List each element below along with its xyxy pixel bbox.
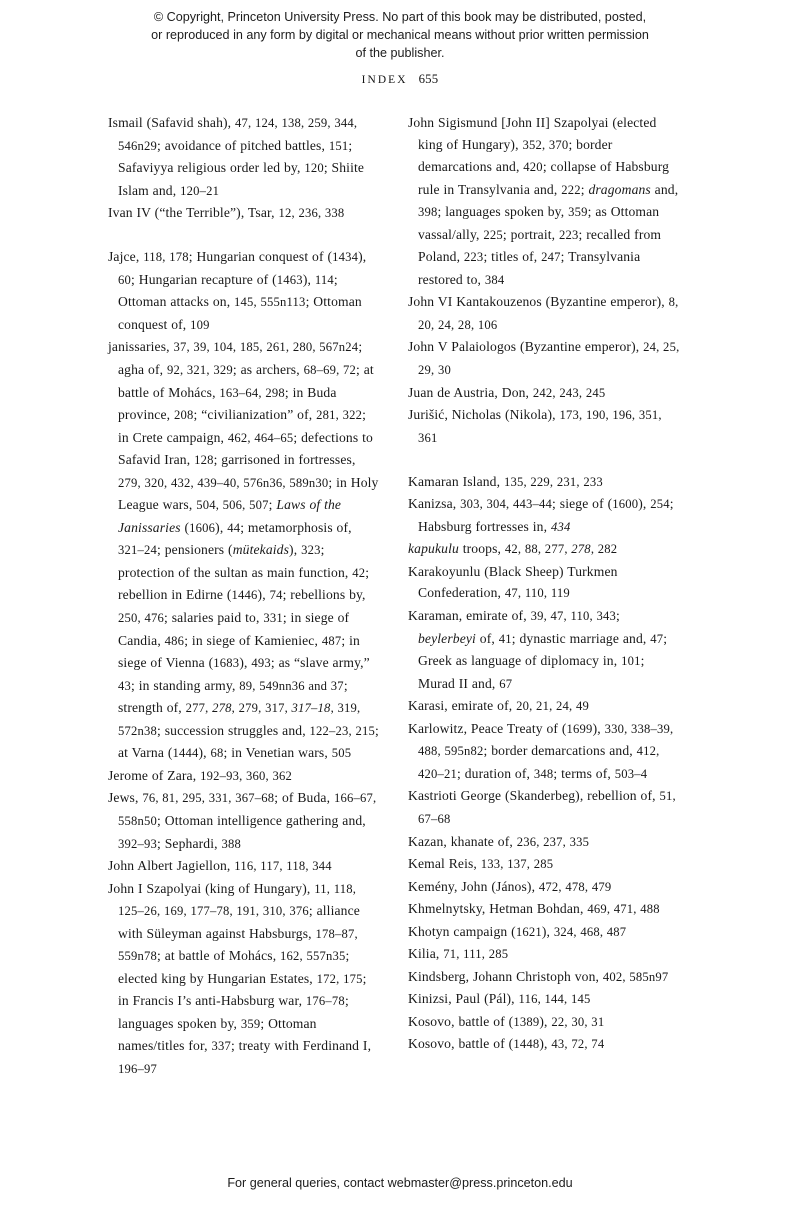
index-entry: Kilia, 71, 111, 285 <box>408 946 509 962</box>
index-entry: Kemal Reis, 133, 137, 285 <box>408 856 554 872</box>
letter-group-gap <box>108 225 380 247</box>
copyright-notice: © Copyright, Princeton University Press. No part of this book may be distributed, posted, or reproduced in any form by digital or mechanical means without prior written permission of the publisher. <box>151 10 649 61</box>
index-entry: Jajce, 118, 178; Hungarian conquest of (1434), 60; Hungarian recapture of (1463), 114; Ottoman attacks on, 145, 555n113; Ottoman conquest of, 109 <box>108 249 367 332</box>
index-entry: Karakoyunlu (Black Sheep) Turkmen Confederation, 47, 110, 119 <box>408 563 618 601</box>
index-entry: Kanizsa, 303, 304, 443–44; siege of (1600), 254; Habsburg fortresses in, 434 <box>408 496 674 534</box>
index-entry: Ismail (Safavid shah), 47, 124, 138, 259, 344, 546n29; avoidance of pitched battles, 151; Safaviyya religious order led by, 120; Shiite Islam and, 120–21 <box>108 115 365 198</box>
index-entry: Juan de Austria, Don, 242, 243, 245 <box>408 384 606 400</box>
index-entry: kapukulu troops, 42, 88, 277, 278, 282 <box>408 541 618 557</box>
index-entry: John VI Kantakouzenos (Byzantine emperor), 8, 20, 24, 28, 106 <box>408 294 679 332</box>
index-entry: Kazan, khanate of, 236, 237, 335 <box>408 833 590 849</box>
index-entry: Kastrioti George (Skanderbeg), rebellion of, 51, 67–68 <box>408 788 676 826</box>
running-head <box>0 72 800 87</box>
index-entry: janissaries, 37, 39, 104, 185, 261, 280, 567n24; agha of, 92, 321, 329; as archers, 68–69, 72; at battle of Mohács, 163–64, 298; in Buda province, 208; “civilianization” of, 281, 322; in Crete campaign, 462, 464–65; defections to Safavid Iran, 128; garrisoned in fortresses, 279, 320, 432, 439–40, 576n36, 589n30; in Holy League wars, 504, 506, 507; Laws of the Janissaries (1606), 44; metamorphosis of, 321–24; pensioners (mütekaids), 323; protection of the sultan as main function, 42; rebellion in Edirne (1446), 74; rebellions by, 250, 476; salaries paid to, 331; in siege of Candia, 486; in siege of Kamieniec, 487; in siege of Vienna (1683), 493; as “slave army,” 43; in standing army, 89, 549nn36 and 37; strength of, 277, 278, 279, 317, 317–18, 319, 572n38; succession struggles and, 122–23, 215; at Varna (1444), 68; in Venetian wars, 505 <box>108 339 379 761</box>
index-entry: Kindsberg, Johann Christoph von, 402, 585n97 <box>408 968 669 984</box>
index-entry: Kemény, John (János), 472, 478, 479 <box>408 878 612 894</box>
index-body <box>0 112 800 1112</box>
index-entry: Khotyn campaign (1621), 324, 468, 487 <box>408 923 627 939</box>
index-entry: John Albert Jagiellon, 116, 117, 118, 344 <box>108 858 332 874</box>
letter-group-gap <box>408 449 680 471</box>
index-entry: Khmelnytsky, Hetman Bohdan, 469, 471, 488 <box>408 901 660 917</box>
index-entry: Kosovo, battle of (1448), 43, 72, 74 <box>408 1036 605 1052</box>
index-entry: Kamaran Island, 135, 229, 231, 233 <box>408 473 603 489</box>
index-entry: Karasi, emirate of, 20, 21, 24, 49 <box>408 698 590 714</box>
index-entry: Kinizsi, Paul (Pál), 116, 144, 145 <box>408 991 591 1007</box>
index-entry: John I Szapolyai (king of Hungary), 11, 118, 125–26, 169, 177–78, 191, 310, 376; alliance with Süleyman against Habsburgs, 178–87, 559n78; at battle of Mohács, 162, 557n35; elected king by Hungarian Estates, 172, 175; in Francis I’s anti-Habsburg war, 176–78; languages spoken by, 359; Ottoman names/titles for, 337; treaty with Ferdinand I, 196–97 <box>108 880 372 1076</box>
index-entry: Jurišić, Nicholas (Nikola), 173, 190, 196, 351, 361 <box>408 407 662 445</box>
index-entry: Jerome of Zara, 192–93, 360, 362 <box>108 767 293 783</box>
running-head-label: INDEX <box>361 74 408 86</box>
index-entry: Ivan IV (“the Terrible”), Tsar, 12, 236, 338 <box>108 205 345 221</box>
index-column-right <box>408 112 680 1056</box>
page-footer: For general queries, contact webmaster@press.princeton.edu <box>227 1176 573 1190</box>
index-entry: John Sigismund [John II] Szapolyai (elected king of Hungary), 352, 370; border demarcations and, 420; collapse of Habsburg rule in Transylvania and, 222; dragomans and, 398; languages spoken by, 359; as Ottoman vassal/ally, 225; portrait, 223; recalled from Poland, 223; titles of, 247; Transylvania restored to, 384 <box>408 115 679 287</box>
page-number: 655 <box>418 72 439 86</box>
index-entry: Jews, 76, 81, 295, 331, 367–68; of Buda, 166–67, 558n50; Ottoman intelligence gathering and, 392–93; Sephardi, 388 <box>108 790 377 851</box>
index-entry: Karlowitz, Peace Treaty of (1699), 330, 338–39, 488, 595n82; border demarcations and, 412, 420–21; duration of, 348; terms of, 503–4 <box>408 720 674 781</box>
index-entry: Karaman, emirate of, 39, 47, 110, 343; beylerbeyi of, 41; dynastic marriage and, 47; Greek as language of diplomacy in, 101; Murad II and, 67 <box>408 608 668 691</box>
index-entry: John V Palaiologos (Byzantine emperor), 24, 25, 29, 30 <box>408 339 680 378</box>
index-column-left <box>108 112 380 1081</box>
index-entry: Kosovo, battle of (1389), 22, 30, 31 <box>408 1013 605 1029</box>
